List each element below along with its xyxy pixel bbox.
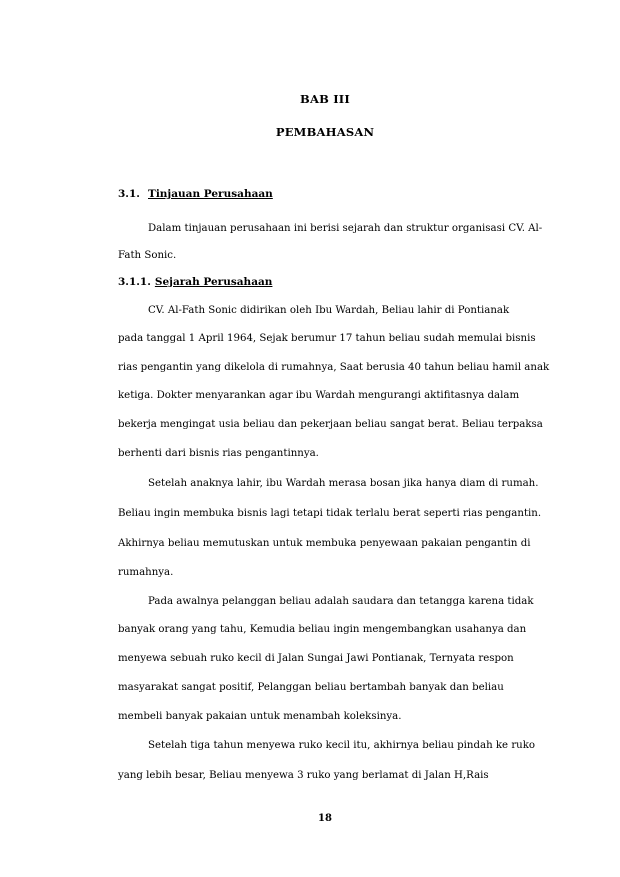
subsection-number: 3.1.1. <box>118 276 151 288</box>
paragraph-line: yang lebih besar, Beliau menyewa 3 ruko yang berlamat di Jalan H,Rais <box>118 770 489 781</box>
paragraph-line: berhenti dari bisnis rias pengantinnya. <box>118 448 319 459</box>
paragraph-line: banyak orang yang tahu, Kemudia beliau ingin mengembangkan usahanya dan <box>118 624 527 635</box>
paragraph-line: ketiga. Dokter menyarankan agar ibu Wardah mengurangi aktifitasnya dalam <box>118 390 520 401</box>
subsection-title: Sejarah Perusahaan <box>154 276 273 288</box>
paragraph-line: Pada awalnya pelanggan beliau adalah saudara dan tetangga karena tidak <box>148 596 534 607</box>
paragraph-line: CV. Al-Fath Sonic didirikan oleh Ibu Wardah, Beliau lahir di Pontianak <box>148 305 510 316</box>
paragraph-line: membeli banyak pakaian untuk menambah koleksinya. <box>118 711 402 722</box>
section-number: 3.1. <box>118 188 140 200</box>
paragraph-line: pada tanggal 1 April 1964, Sejak berumur 17 tahun beliau sudah memulai bisnis <box>118 333 536 344</box>
paragraph-line: bekerja mengingat usia beliau dan pekerjaan beliau sangat berat. Beliau terpaksa <box>118 419 543 430</box>
paragraph-line: Setelah anaknya lahir, ibu Wardah merasa bosan jika hanya diam di rumah. <box>148 478 539 489</box>
section-intro-line: Fath Sonic. <box>118 250 177 261</box>
page-number: 18 <box>318 813 332 824</box>
chapter-number: BAB III <box>300 92 350 106</box>
paragraph-line: Akhirnya beliau memutuskan untuk membuka penyewaan pakaian pengantin di <box>118 538 531 549</box>
paragraph-line: rias pengantin yang dikelola di rumahnya, Saat berusia 40 tahun beliau hamil anak <box>118 362 550 373</box>
paragraph-line: Setelah tiga tahun menyewa ruko kecil itu, akhirnya beliau pindah ke ruko <box>148 740 536 751</box>
chapter-title: PEMBAHASAN <box>275 125 375 139</box>
section-title: Tinjauan Perusahaan <box>148 188 273 200</box>
section-heading <box>118 188 273 200</box>
subsection-heading <box>118 276 272 288</box>
section-intro-line: Dalam tinjauan perusahaan ini berisi sejarah dan struktur organisasi CV. Al- <box>148 223 543 234</box>
paragraph-line: rumahnya. <box>118 567 174 578</box>
paragraph-line: Beliau ingin membuka bisnis lagi tetapi tidak terlalu berat seperti rias pengantin. <box>118 508 542 519</box>
paragraph-line: masyarakat sangat positif, Pelanggan beliau bertambah banyak dan beliau <box>118 682 504 693</box>
paragraph-line: menyewa sebuah ruko kecil di Jalan Sungai Jawi Pontianak, Ternyata respon <box>118 653 514 664</box>
